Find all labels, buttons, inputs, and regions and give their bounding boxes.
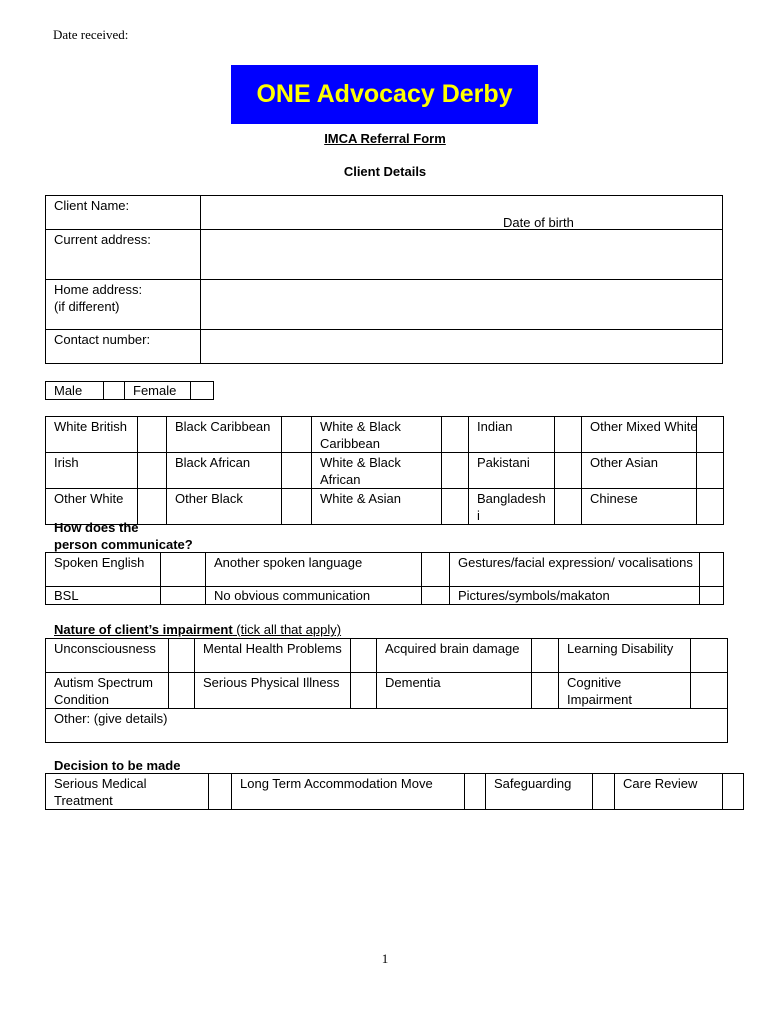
male-label: Male: [46, 382, 104, 400]
ethnicity-checkbox[interactable]: [555, 417, 582, 453]
ethnicity-option: White British: [46, 417, 138, 453]
section-title: Client Details: [343, 164, 427, 179]
impairment-option: Cognitive Impairment: [559, 673, 691, 709]
communication-checkbox[interactable]: [700, 587, 724, 605]
communication-option: BSL: [46, 587, 161, 605]
impairment-option: Dementia: [377, 673, 532, 709]
male-checkbox[interactable]: [104, 382, 125, 400]
impairment-option: Unconsciousness: [46, 639, 169, 673]
ethnicity-checkbox[interactable]: [442, 453, 469, 489]
organisation-banner: [231, 65, 538, 124]
impairment-option: Serious Physical Illness: [195, 673, 351, 709]
ethnicity-checkbox[interactable]: [442, 417, 469, 453]
contact-number-field[interactable]: [201, 330, 723, 364]
home-address-note: (if different): [54, 299, 120, 314]
date-of-birth-label: Date of birth: [503, 215, 574, 230]
ethnicity-option: Other Asian: [590, 455, 658, 470]
ethnicity-option: Chinese: [590, 491, 638, 506]
decision-option: Long Term Accommodation Move: [232, 774, 465, 810]
ethnicity-option-cell: [582, 417, 724, 453]
ethnicity-checkbox[interactable]: [555, 489, 582, 525]
impairment-option: Learning Disability: [559, 639, 691, 673]
ethnicity-option: Other Black: [167, 489, 282, 525]
client-name-label: Client Name:: [46, 196, 201, 230]
impairment-checkbox[interactable]: [532, 639, 559, 673]
communication-table: [45, 552, 724, 605]
female-label: Female: [125, 382, 191, 400]
ethnicity-checkbox[interactable]: [442, 489, 469, 525]
home-address-label: Home address:: [54, 282, 143, 297]
ethnicity-checkbox[interactable]: [282, 453, 312, 489]
impairment-other-field[interactable]: [46, 709, 728, 743]
communication-checkbox[interactable]: [422, 587, 450, 605]
current-address-label: Current address:: [46, 230, 201, 280]
impairment-heading-text: Nature of client’s impairment: [54, 622, 233, 637]
impairment-heading: [54, 621, 341, 638]
communication-checkbox[interactable]: [161, 587, 206, 605]
decision-checkbox[interactable]: [209, 774, 232, 810]
contact-number-label: Contact number:: [46, 330, 201, 364]
impairment-option: Autism Spectrum Condition: [46, 673, 169, 709]
ethnicity-option: Irish: [46, 453, 138, 489]
gender-table: [45, 381, 214, 400]
ethnicity-checkbox[interactable]: [696, 417, 723, 452]
organisation-name: ONE Advocacy Derby: [256, 80, 513, 108]
impairment-other-label: Other: (give details): [54, 711, 168, 726]
decision-option: Safeguarding: [486, 774, 593, 810]
communication-checkbox[interactable]: [700, 553, 724, 587]
communication-option: Pictures/symbols/makaton: [450, 587, 700, 605]
impairment-checkbox[interactable]: [169, 673, 195, 709]
communication-option: Another spoken language: [206, 553, 422, 587]
home-address-field[interactable]: [201, 280, 723, 330]
ethnicity-checkbox[interactable]: [696, 489, 723, 524]
female-checkbox[interactable]: [191, 382, 214, 400]
impairment-option: Acquired brain damage: [377, 639, 532, 673]
date-received-label: Date received:: [53, 27, 129, 42]
communication-checkbox[interactable]: [422, 553, 450, 587]
communication-option: Spoken English: [46, 553, 161, 587]
decision-heading: Decision to be made: [54, 758, 181, 773]
ethnicity-option: Other Mixed White: [590, 419, 698, 434]
impairment-heading-note: (tick all that apply): [232, 622, 342, 637]
communication-checkbox[interactable]: [161, 553, 206, 587]
impairment-checkbox[interactable]: [351, 673, 377, 709]
impairment-checkbox[interactable]: [532, 673, 559, 709]
ethnicity-option: Pakistani: [469, 453, 555, 489]
impairment-checkbox[interactable]: [691, 673, 728, 709]
decision-table: [45, 773, 744, 810]
communication-option: No obvious communication: [206, 587, 422, 605]
ethnicity-checkbox[interactable]: [282, 489, 312, 525]
decision-option: Serious Medical Treatment: [46, 774, 209, 810]
ethnicity-option: Black Caribbean: [167, 417, 282, 453]
ethnicity-option: Black African: [167, 453, 282, 489]
ethnicity-option: Indian: [469, 417, 555, 453]
ethnicity-option: White & Black Caribbean: [312, 417, 442, 453]
ethnicity-option: White & Asian: [312, 489, 442, 525]
communication-heading-line: person communicate?: [54, 537, 193, 552]
decision-checkbox[interactable]: [593, 774, 615, 810]
home-address-label-cell: [46, 280, 201, 330]
form-title: IMCA Referral Form: [324, 131, 446, 146]
ethnicity-checkbox[interactable]: [282, 417, 312, 453]
ethnicity-option: Bangladesh i: [469, 489, 555, 525]
current-address-field[interactable]: [201, 230, 723, 280]
decision-option: Care Review: [615, 774, 723, 810]
impairment-checkbox[interactable]: [691, 639, 728, 673]
ethnicity-checkbox[interactable]: [138, 453, 167, 489]
impairment-table: [45, 638, 728, 743]
page-number: 1: [381, 951, 389, 966]
communication-heading: [54, 519, 193, 553]
ethnicity-option: Other White: [46, 489, 138, 525]
ethnicity-option: White & Black African: [312, 453, 442, 489]
communication-option: Gestures/facial expression/ vocalisations: [450, 553, 700, 587]
ethnicity-checkbox[interactable]: [696, 453, 723, 488]
ethnicity-checkbox[interactable]: [138, 417, 167, 453]
client-details-table: [45, 195, 723, 364]
ethnicity-option-cell: [582, 453, 724, 489]
ethnicity-checkbox[interactable]: [555, 453, 582, 489]
ethnicity-option-cell: [582, 489, 724, 525]
impairment-checkbox[interactable]: [351, 639, 377, 673]
impairment-checkbox[interactable]: [169, 639, 195, 673]
client-name-field[interactable]: [201, 196, 723, 230]
decision-checkbox[interactable]: [465, 774, 486, 810]
impairment-option: Mental Health Problems: [195, 639, 351, 673]
ethnicity-table: [45, 416, 724, 525]
decision-checkbox[interactable]: [723, 774, 744, 810]
communication-heading-line: How does the: [54, 520, 139, 535]
